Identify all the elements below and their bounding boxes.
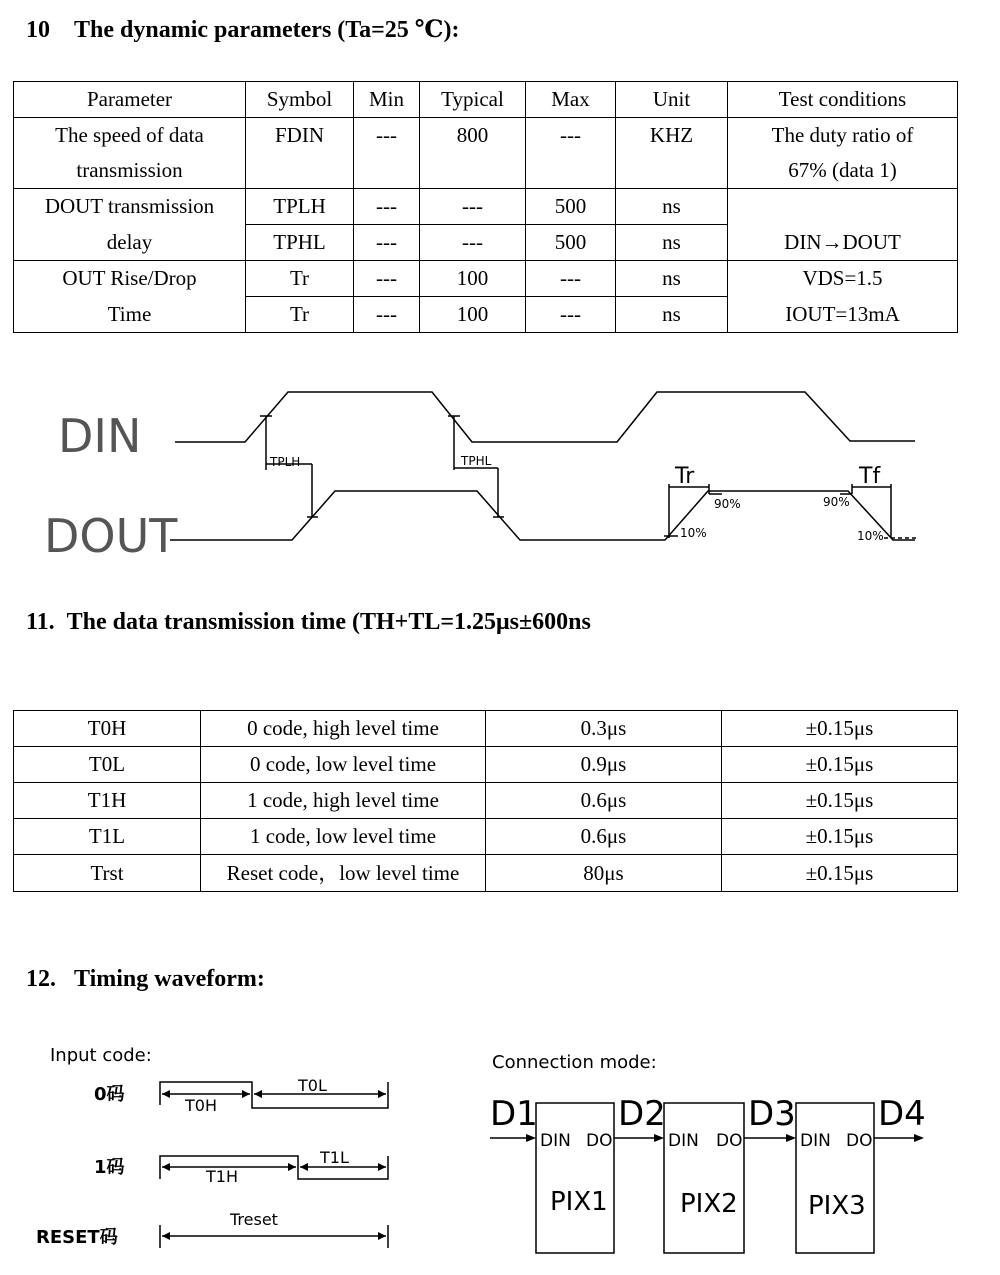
cell-description: 0 code, high level time: [201, 711, 486, 747]
table-row: [14, 118, 958, 189]
cell-unit: ns: [616, 189, 728, 225]
header-typical: Typical: [420, 82, 526, 118]
pix3-do-label: DO: [846, 1131, 873, 1151]
pix1-box: [536, 1103, 614, 1253]
cell-tolerance: ±0.15μs: [722, 783, 958, 819]
cell-unit: KHZ: [616, 118, 728, 189]
cell-description: 1 code, high level time: [201, 783, 486, 819]
t1h-label: T1H: [206, 1167, 238, 1186]
cell-symbol: Tr: [246, 261, 354, 297]
input-code-diagram: [30, 1035, 410, 1260]
cell-line: The speed of data: [55, 123, 204, 147]
cell-max: ---: [526, 118, 616, 189]
cell-max: ---: [526, 261, 616, 297]
cell-typical: 800: [420, 118, 526, 189]
cell-parameter: delay: [14, 225, 246, 261]
cell-value: 0.3μs: [486, 711, 722, 747]
din-dout-waveform-diagram: [0, 380, 1000, 570]
cell-test-conditions: IOUT=13mA: [728, 297, 958, 333]
cell-tolerance: ±0.15μs: [722, 711, 958, 747]
cell-max: ---: [526, 297, 616, 333]
pix2-label: PIX2: [680, 1189, 738, 1219]
section-11-title: 11. The data transmission time (TH+TL=1.25μs±600ns: [26, 609, 591, 635]
cell-parameter: DOUT transmission: [14, 189, 246, 225]
cell-unit: ns: [616, 261, 728, 297]
tr-label: Tr: [675, 464, 695, 489]
table-row: [14, 297, 958, 333]
tphl-label: TPHL: [461, 454, 492, 468]
cell-value: 0.6μs: [486, 783, 722, 819]
d3-label: D3: [748, 1094, 796, 1134]
cell-symbol: T0L: [14, 747, 201, 783]
dout-label: DOUT: [44, 509, 178, 563]
dout-signal-line: [170, 491, 915, 540]
d4-label: D4: [878, 1094, 926, 1134]
cell-description: 0 code, low level time: [201, 747, 486, 783]
cell-tolerance: ±0.15μs: [722, 855, 958, 892]
cell-typical: 100: [420, 297, 526, 333]
table-row: [14, 711, 958, 747]
table-row: [14, 747, 958, 783]
din-label: DIN: [58, 409, 142, 463]
cell-typical: ---: [420, 189, 526, 225]
cell-tolerance: ±0.15μs: [722, 747, 958, 783]
cell-min: ---: [354, 189, 420, 225]
pix1-do-label: DO: [586, 1131, 613, 1151]
cell-symbol: Tr: [246, 297, 354, 333]
cell-unit: ns: [616, 297, 728, 333]
t0h-label: T0H: [185, 1096, 217, 1115]
cell-unit: ns: [616, 225, 728, 261]
cell-description: Reset code，low level time: [201, 855, 486, 892]
cell-max: 500: [526, 225, 616, 261]
cell-value: 80μs: [486, 855, 722, 892]
header-max: Max: [526, 82, 616, 118]
section-10-title: 10 The dynamic parameters (Ta=25 ℃):: [26, 17, 460, 43]
code1-label: 1码: [94, 1157, 125, 1178]
cell-symbol: T0H: [14, 711, 201, 747]
d1-label: D1: [490, 1094, 538, 1134]
fall-10-label: 10%: [857, 529, 884, 543]
rise-90-label: 90%: [714, 497, 741, 511]
t0l-label: T0L: [298, 1076, 327, 1095]
pix1-din-label: DIN: [540, 1131, 571, 1151]
pix1-label: PIX1: [550, 1187, 608, 1217]
cell-max: 500: [526, 189, 616, 225]
rise-10-label: 10%: [680, 526, 707, 540]
table-row: [14, 261, 958, 297]
cell-value: 0.6μs: [486, 819, 722, 855]
input-code-title: Input code:: [50, 1045, 152, 1066]
pix3-din-label: DIN: [800, 1131, 831, 1151]
cell-symbol: TPLH: [246, 189, 354, 225]
cell-symbol: T1L: [14, 819, 201, 855]
cell-parameter: OUT Rise/Drop: [14, 261, 246, 297]
header-min: Min: [354, 82, 420, 118]
cell-min: ---: [354, 261, 420, 297]
cell-typical: 100: [420, 261, 526, 297]
pix3-box: [796, 1103, 874, 1253]
cell-line: 67% (data 1): [788, 158, 897, 182]
table-row: [14, 189, 958, 225]
cell-test-conditions: DIN→DOUT: [728, 189, 958, 261]
pix2-do-label: DO: [716, 1131, 743, 1151]
cell-description: 1 code, low level time: [201, 819, 486, 855]
header-symbol: Symbol: [246, 82, 354, 118]
cell-tolerance: ±0.15μs: [722, 819, 958, 855]
connection-mode-title: Connection mode:: [492, 1052, 657, 1073]
transmission-time-table: [13, 710, 958, 892]
table-row: [14, 783, 958, 819]
pix2-din-label: DIN: [668, 1131, 699, 1151]
din-signal-line: [175, 392, 915, 442]
cell-parameter: Time: [14, 297, 246, 333]
reset-code-label: RESET码: [36, 1227, 118, 1248]
section-12-title: 12. Timing waveform:: [26, 966, 265, 992]
tplh-label: TPLH: [270, 455, 301, 469]
table-row: [14, 855, 958, 892]
cell-min: ---: [354, 297, 420, 333]
dynamic-parameters-table: [13, 81, 958, 333]
cell-parameter: [14, 118, 246, 189]
cell-symbol: T1H: [14, 783, 201, 819]
header-test-conditions: Test conditions: [728, 82, 958, 118]
cell-symbol: TPHL: [246, 225, 354, 261]
table-row: [14, 819, 958, 855]
code0-label: 0码: [94, 1084, 125, 1105]
cell-typical: ---: [420, 225, 526, 261]
treset-label: Treset: [230, 1210, 278, 1229]
cell-line: The duty ratio of: [771, 123, 914, 147]
cell-symbol: FDIN: [246, 118, 354, 189]
cell-symbol: Trst: [14, 855, 201, 892]
tf-label: Tf: [859, 464, 881, 489]
pix2-box: [664, 1103, 744, 1253]
cell-value: 0.9μs: [486, 747, 722, 783]
fall-90-label: 90%: [823, 495, 850, 509]
cell-test-conditions: [728, 118, 958, 189]
table-header-row: [14, 82, 958, 118]
cell-min: ---: [354, 118, 420, 189]
t1l-label: T1L: [320, 1148, 349, 1167]
cell-min: ---: [354, 225, 420, 261]
connection-mode-diagram: [480, 1040, 950, 1265]
cell-line: transmission: [76, 158, 183, 182]
header-parameter: Parameter: [14, 82, 246, 118]
pix3-label: PIX3: [808, 1191, 866, 1221]
d2-label: D2: [618, 1094, 666, 1134]
cell-test-conditions: VDS=1.5: [728, 261, 958, 297]
header-unit: Unit: [616, 82, 728, 118]
